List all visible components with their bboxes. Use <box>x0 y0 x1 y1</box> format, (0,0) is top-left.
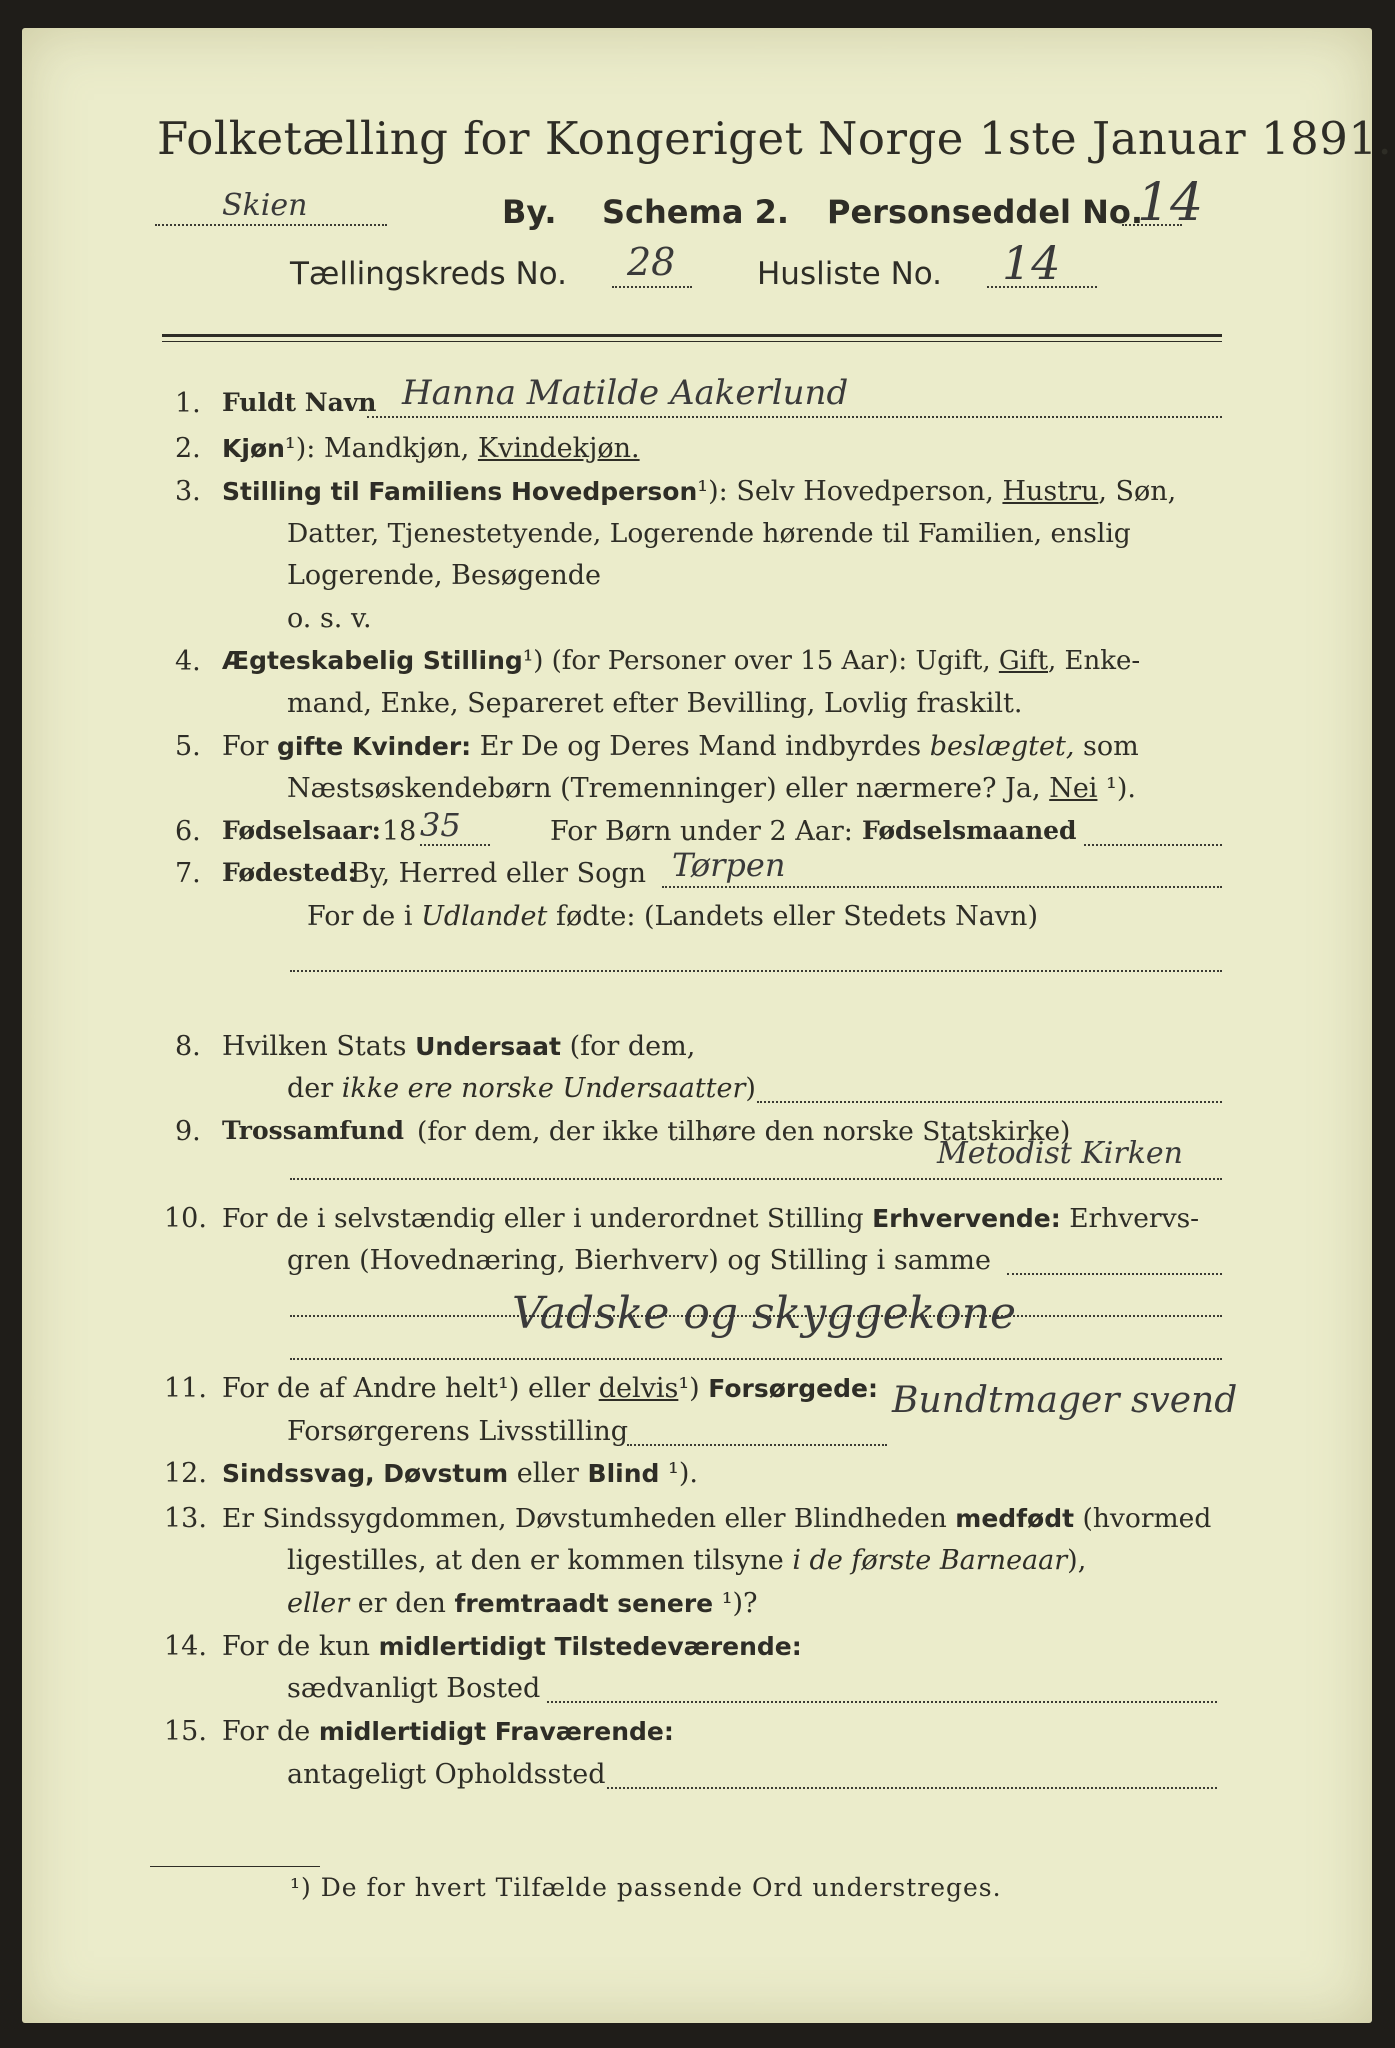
q10-dotted-line1 <box>1007 1273 1222 1275</box>
q5-line1 <box>222 731 1139 762</box>
q8-text-b: (for dem, <box>569 1031 696 1062</box>
q4-line2: mand, Enke, Separeret efter Bevilling, Lovlig fraskilt. <box>287 688 1023 719</box>
q6-text: For Børn under 2 Aar: <box>550 816 853 847</box>
q11-provider-value: Bundtmager svend <box>892 1380 1238 1421</box>
q13-line3-b: ¹)? <box>721 1588 758 1619</box>
q5-label: gifte Kvinder: <box>277 732 472 761</box>
q7-line2-italic: Udlandet <box>421 901 548 932</box>
q8-text-a: Hvilken Stats <box>222 1031 407 1062</box>
q10-line2: gren (Hovednæring, Bierhverv) og Stilling i samme <box>287 1245 992 1276</box>
q15-text-a: For de <box>222 1716 311 1747</box>
q5-line2 <box>287 773 1136 804</box>
form-title: Folketælling for Kongeriget Norge 1ste Januar 1891. <box>157 112 1393 165</box>
q10-number: 10. <box>164 1203 207 1234</box>
q12-number: 12. <box>164 1458 207 1489</box>
q13-line3 <box>287 1588 758 1619</box>
q5-italic: beslægtet, <box>929 731 1075 762</box>
schema-label: Schema 2. <box>602 193 789 231</box>
q3-line3: Logerende, Besøgende <box>287 560 601 591</box>
q7-label: Fødested: <box>222 858 357 887</box>
q5-text-a: Er De og Deres Mand indbyrdes <box>479 731 922 762</box>
q7-line2-b: fødte: (Landets eller Stedets Navn) <box>555 901 1038 932</box>
q1-number: 1. <box>175 388 201 419</box>
q2-line <box>222 433 640 464</box>
q4-number: 4. <box>175 646 201 677</box>
q1-full-name-value: Hanna Matilde Aakerlund <box>402 373 849 413</box>
q13-text-b: (hvormed <box>1082 1503 1212 1534</box>
q10-text-b: Erhvervs- <box>1069 1203 1200 1234</box>
q8-dotted-line <box>757 1101 1222 1103</box>
kreds-label: Tællingskreds No. <box>290 256 567 292</box>
q8-line1 <box>222 1031 695 1062</box>
q4-line1 <box>222 646 1140 676</box>
q13-text-a: Er Sindssygdommen, Døvstumheden eller Blindheden <box>222 1503 947 1534</box>
q10-occupation-value: Vadske og skyggekone <box>512 1288 1017 1339</box>
footnote: ¹) De for hvert Tilfælde passende Ord understreges. <box>290 1873 1002 1902</box>
q2-label: Kjøn <box>222 434 285 463</box>
q11-line2: Forsørgerens Livsstilling <box>287 1416 629 1447</box>
q3-label: Stilling til Familiens Hovedperson <box>222 477 698 506</box>
q1-label: Fuldt Navn <box>222 388 377 417</box>
q6-label2: Fødselsmaaned <box>862 816 1077 845</box>
q3-text-a: ¹): Selv Hovedperson, <box>697 476 994 507</box>
q15-line1 <box>222 1716 674 1747</box>
q10-line1 <box>222 1203 1199 1234</box>
header-rule-thin <box>162 341 1222 342</box>
by-value: Skien <box>222 188 308 223</box>
q14-number: 14. <box>164 1631 207 1662</box>
q3-selected-option: Hustru <box>1002 476 1099 507</box>
q11-label: Forsørgede: <box>708 1374 878 1403</box>
q13-label2: fremtraadt senere <box>454 1589 714 1618</box>
q7-number: 7. <box>175 858 201 889</box>
q6-number: 6. <box>175 816 201 847</box>
q14-line2: sædvanligt Bosted <box>287 1673 541 1704</box>
q14-label: midlertidigt Tilstedeværende: <box>378 1632 802 1661</box>
q10-label: Erhvervende: <box>872 1204 1061 1233</box>
q15-dotted-line <box>607 1787 1217 1789</box>
q8-number: 8. <box>175 1031 201 1062</box>
q5-line2-end: ¹). <box>1106 773 1136 804</box>
q9-dotted-line <box>290 1178 1222 1180</box>
q12-mid: eller <box>516 1458 579 1489</box>
q11-text-a: For de af Andre helt¹) eller <box>222 1373 591 1404</box>
q6-year-prefix: 18 <box>382 816 417 847</box>
q3-number: 3. <box>175 476 201 507</box>
q11-selected-option: delvis <box>598 1373 679 1404</box>
q13-line2-b: ), <box>1067 1545 1087 1576</box>
q11-line1 <box>222 1373 878 1404</box>
q4-text-b: , Enke- <box>1048 646 1141 676</box>
q15-number: 15. <box>164 1716 207 1747</box>
q8-line2-a: der <box>287 1073 334 1104</box>
header-rule-thick <box>162 334 1222 337</box>
q14-line1 <box>222 1631 802 1662</box>
q14-dotted-line <box>547 1701 1217 1703</box>
q13-line2-italic: i de første Barneaar <box>792 1545 1068 1576</box>
by-dotted-line <box>155 224 387 226</box>
q12-line <box>222 1458 698 1489</box>
q3-text-b: , Søn, <box>1098 476 1177 507</box>
q6-dotted-line <box>420 844 490 846</box>
q5-line2-text: Næstsøskendebørn (Tremenninger) eller nærmere? Ja, <box>287 773 1041 804</box>
q7-dotted-line2 <box>290 970 1222 972</box>
q13-line2-a: ligestilles, at den er kommen tilsyne <box>287 1545 784 1576</box>
q7-dotted-line <box>662 886 1222 888</box>
q9-religion-value: Metodist Kirken <box>937 1136 1183 1171</box>
footnote-rule <box>150 1866 320 1867</box>
husliste-no: 14 <box>1002 236 1061 290</box>
husliste-label: Husliste No. <box>757 256 943 292</box>
personseddel-label: Personseddel No. <box>827 193 1144 231</box>
q13-line3-italic: eller <box>287 1588 350 1619</box>
q7-text: By, Herred eller Sogn <box>350 858 646 889</box>
q10-dotted-line3 <box>290 1358 1222 1360</box>
q11-text-b: ¹) <box>678 1373 700 1404</box>
q8-line2-italic: ikke ere norske Undersaatter <box>341 1073 746 1104</box>
q8-line2-b: ) <box>745 1073 756 1104</box>
q5-pre: For <box>222 731 269 762</box>
q6-label: Fødselsaar: <box>222 816 381 845</box>
q12-label2: Blind <box>587 1459 660 1488</box>
q11-dotted-line <box>627 1444 887 1446</box>
q9-text: (for dem, der ikke tilhøre den norske Statskirke) <box>417 1116 1071 1147</box>
q14-text-a: For de kun <box>222 1631 370 1662</box>
q12-label: Sindssvag, Døvstum <box>222 1459 509 1488</box>
q3-line4: o. s. v. <box>287 603 372 634</box>
q12-end: ¹). <box>668 1458 698 1489</box>
q13-number: 13. <box>164 1503 207 1534</box>
q7-birthplace-value: Tørpen <box>672 846 786 884</box>
q5-text-b: som <box>1083 731 1139 762</box>
q7-line2-a: For de i <box>307 901 413 932</box>
q10-text-a: For de i selvstændig eller i underordnet Stilling <box>222 1203 864 1234</box>
q2-options: ¹): Mandkjøn, <box>284 433 470 464</box>
q15-label: midlertidigt Fraværende: <box>318 1717 674 1746</box>
q8-line2 <box>287 1073 756 1104</box>
q3-line2: Datter, Tjenestetyende, Logerende hørende til Familien, enslig <box>287 518 1131 549</box>
q7-line2 <box>307 901 1038 932</box>
q2-number: 2. <box>175 433 201 464</box>
q5-number: 5. <box>175 731 201 762</box>
q11-number: 11. <box>164 1373 207 1404</box>
q6-birth-year-value: 35 <box>420 806 461 844</box>
by-label: By. <box>502 193 557 231</box>
q13-line1 <box>222 1503 1211 1534</box>
personseddel-no: 14 <box>1137 173 1204 233</box>
kreds-no: 28 <box>627 240 676 284</box>
q2-selected-option: Kvindekjøn. <box>477 433 640 464</box>
q3-line1 <box>222 476 1176 507</box>
q9-label: Trossamfund <box>222 1116 405 1145</box>
q1-dotted-line <box>367 416 1222 418</box>
q9-number: 9. <box>175 1116 201 1147</box>
q5-selected-option: Nei <box>1049 773 1098 804</box>
q15-line2: antageligt Opholdssted <box>287 1759 606 1790</box>
q13-line2 <box>287 1545 1086 1576</box>
q4-selected-option: Gift <box>998 646 1049 676</box>
q13-line3-a: er den <box>357 1588 446 1619</box>
q13-label: medfødt <box>955 1504 1075 1533</box>
q4-text-a: ¹) (for Personer over 15 Aar): Ugift, <box>522 646 991 676</box>
kreds-dotted-line <box>612 286 692 288</box>
q4-label: Ægteskabelig Stilling <box>222 646 523 675</box>
census-form-sheet <box>22 28 1393 2023</box>
q6-dotted-line2 <box>1084 844 1222 846</box>
q8-label: Undersaat <box>415 1032 561 1061</box>
